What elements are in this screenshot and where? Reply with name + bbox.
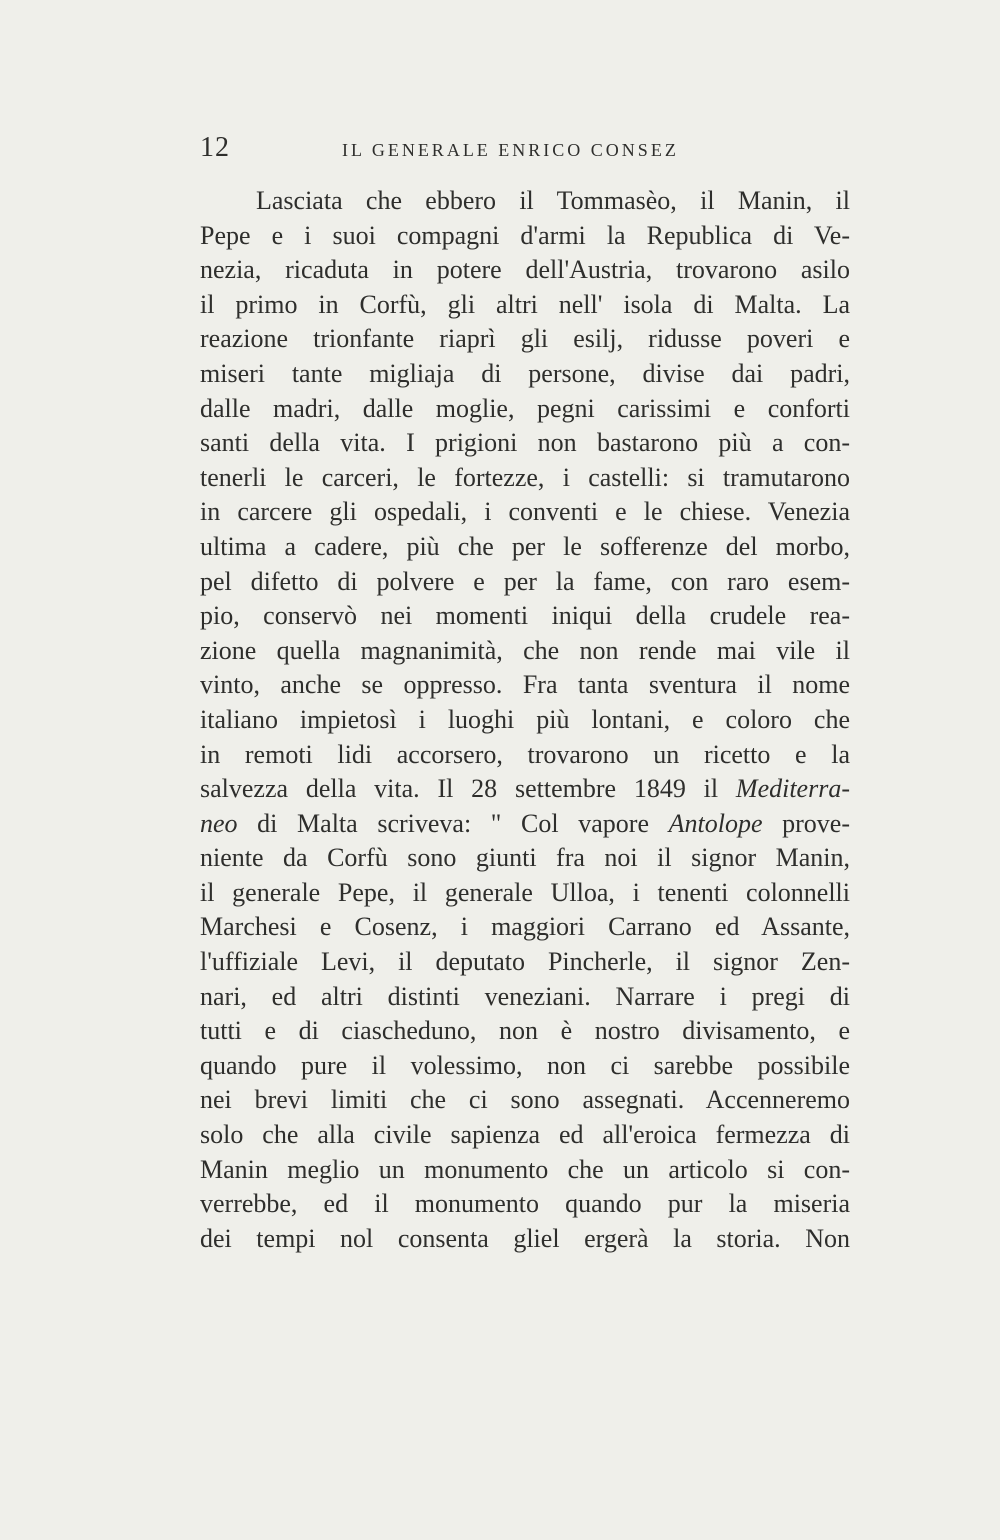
body-text [200, 184, 850, 1256]
text-line: nei brevi limiti che ci sono assegnati. Accenneremo [200, 1085, 850, 1115]
text-line: Pepe e i suoi compagni d'armi la Republica di Ve- [200, 220, 850, 250]
text-line: santi della vita. I prigioni non bastarono più a con- [200, 428, 850, 458]
text-line: dalle madri, dalle moglie, pegni carissimi e conforti [200, 393, 850, 423]
text-line: nari, ed altri distinti veneziani. Narrare i pregi di [200, 981, 850, 1011]
text-line: neo di Malta scriveva: " Col vapore Antolope prove- [200, 808, 850, 838]
text-line: pio, conservò nei momenti iniqui della crudele rea- [200, 601, 850, 631]
text-line: vinto, anche se oppresso. Fra tanta sventura il nome [200, 670, 850, 700]
text-line: Marchesi e Cosenz, i maggiori Carrano ed Assante, [200, 912, 850, 942]
text-line: solo che alla civile sapienza ed all'eroica fermezza di [200, 1120, 850, 1150]
text-line: il generale Pepe, il generale Ulloa, i tenenti colonnelli [200, 877, 850, 907]
page-header [200, 132, 850, 172]
text-line: in carcere gli ospedali, i conventi e le chiese. Venezia [200, 497, 850, 527]
text-line: salvezza della vita. Il 28 settembre 1849 il Mediterra- [200, 774, 850, 804]
text-line: in remoti lidi accorsero, trovarono un ricetto e la [200, 739, 850, 769]
text-line: quando pure il volessimo, non ci sarebbe possibile [200, 1050, 850, 1080]
text-line: niente da Corfù sono giunti fra noi il signor Manin, [200, 843, 850, 873]
running-head: IL GENERALE ENRICO CONSEZ [342, 140, 679, 160]
text-line: miseri tante migliaja di persone, divise dai padri, [200, 358, 850, 388]
text-line: ultima a cadere, più che per le sofferenze del morbo, [200, 531, 850, 561]
text-line: il primo in Corfù, gli altri nell' isola di Malta. La [200, 289, 850, 319]
page-number: 12 [200, 132, 230, 163]
text-line: reazione trionfante riaprì gli esilj, ridusse poveri e [200, 324, 850, 354]
text-line: Lasciata che ebbero il Tommasèo, il Manin, il [256, 186, 850, 215]
text-line: nezia, ricaduta in potere dell'Austria, trovarono asilo [200, 255, 850, 285]
text-line: tenerli le carceri, le fortezze, i castelli: si tramutarono [200, 462, 850, 492]
text-line: Manin meglio un monumento che un articolo si con- [200, 1154, 850, 1184]
text-line: zione quella magnanimità, che non rende mai vile il [200, 635, 850, 665]
text-line: pel difetto di polvere e per la fame, con raro esem- [200, 566, 850, 596]
text-line: verrebbe, ed il monumento quando pur la miseria [200, 1189, 850, 1219]
text-line: l'uffiziale Levi, il deputato Pincherle, il signor Zen- [200, 947, 850, 977]
text-line: tutti e di ciascheduno, non è nostro divisamento, e [200, 1016, 850, 1046]
text-line: italiano impietosì i luoghi più lontani, e coloro che [200, 704, 850, 734]
text-line: dei tempi nol consenta gliel ergerà la storia. Non [200, 1223, 850, 1253]
